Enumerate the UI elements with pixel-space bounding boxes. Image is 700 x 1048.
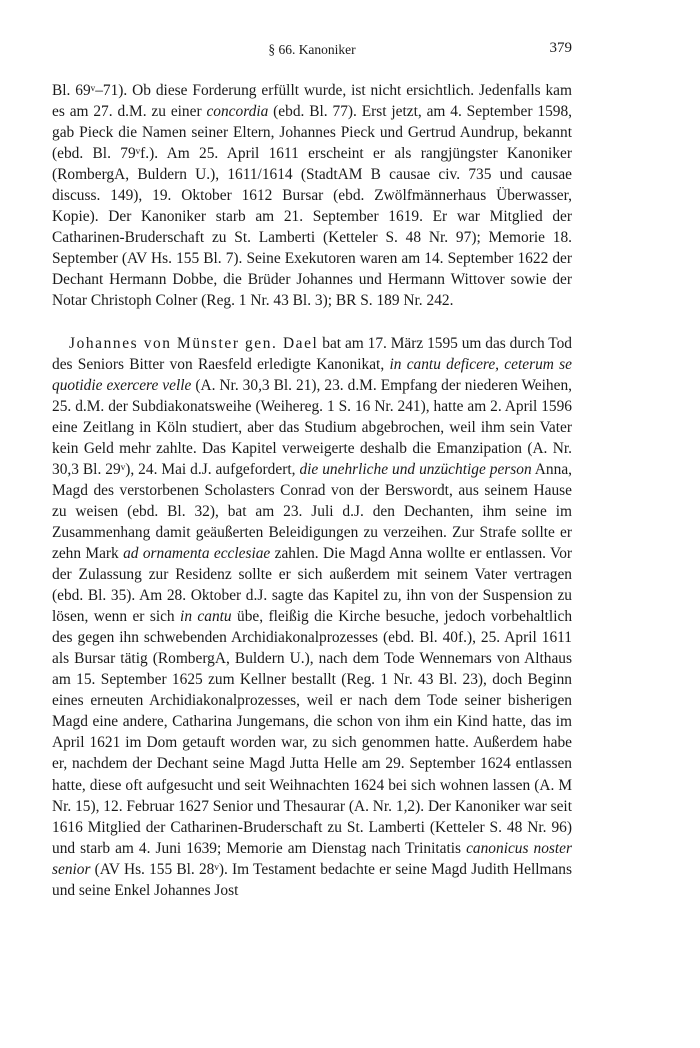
text-segment: übe, fleißig die Kirche besuche, jedoch vorbehaltlich des gegen ihn schwebenden Archidiakonalprozesses (ebd. Bl. 40f.), 25. April 1611 als Bursar tätig (RombergA, Buldern U.), nach dem Tode Wennemars von Althaus am 15. September 1625 zum Kellner bestallt (Reg. 1 Nr. 43 Bl. 23), doch Beginn eines erneuten Archidiakonalprozesses, weil er nach dem Tode seiner bisherigen Magd eine andere, Catharina Jungemans, die schon von ihm ein Kind hatte, das im April 1621 im Dom getauft worden war, zu sich genommen hatte. Außerdem habe er, nachdem der Dechant seine Magd Jutta Helle am 29. September 1624 entlassen hatte, diese oft aufgesucht und seit Weihnachten 1624 bei sich wohnen lassen (A. M Nr. 15), 12. Februar 1627 Senior und Thesaurar (A. Nr. 1,2). Der Kanoniker war seit 1616 Mitglied der Catharinen-Bruderschaft zu St. Lamberti (Ketteler S. 48 Nr. 96) und starb am 4. Juni 1639; Memorie am Dienstag nach Trinitatis <box>52 608 573 857</box>
latin-phrase: ad ornamenta ecclesiae <box>123 544 271 562</box>
latin-phrase: canonicus noster senior <box>52 839 572 878</box>
paragraph-pieck-continued <box>52 80 572 312</box>
latin-phrase: in cantu deficere, ceterum se quotidie exercere velle <box>52 355 572 394</box>
body-text <box>52 80 572 901</box>
text-segment: bat am 17. März 1595 um das durch Tod des Seniors Bitter von Raesfeld erledigte Kanonikat, <box>52 334 572 373</box>
text-segment: Bl. 69ᵛ–71). Ob diese Forderung erfüllt wurde, ist nicht ersichtlich. Jedenfalls kam es am 27. d.M. zu einer <box>52 82 572 121</box>
paragraph-johannes-von-muenster <box>52 333 572 901</box>
page-header <box>52 40 572 60</box>
latin-phrase: in cantu <box>180 608 232 626</box>
text-segment: zahlen. Die Magd Anna wollte er entlassen. Vor der Zulassung zur Residenz sollte er sich außerdem mit seinem Vater vertragen (ebd. Bl. 35). Am 28. Oktober d.J. sagte das Kapitel zu, ihn von der Suspension zu lösen, wenn er sich <box>52 544 573 626</box>
running-head: § 66. Kanoniker <box>268 42 356 57</box>
page-number: 379 <box>549 40 572 56</box>
text-segment: Anna, Magd des verstorbenen Scholasters Conrad von der Berswordt, aus seinem Hause zu weisen (ebd. Bl. 32), bat am 23. Juli d.J. den Dechanten, ihm seine im Zusammenhang damit geäußerten Beleidigungen zu verzeihen. Zur Strafe sollte er zehn Mark <box>52 460 572 562</box>
person-name: Johannes von Münster gen. Dael <box>69 334 319 352</box>
quoted-phrase: die unehrliche und unzüchtige person <box>299 460 532 478</box>
text-segment: (A. Nr. 30,3 Bl. 21), 23. d.M. Empfang der niederen Weihen, 25. d.M. der Subdiakonatsweihe (Weihereg. 1 S. 16 Nr. 241), hatte am 2. April 1596 eine Zeitlang in Köln studiert, aber das Studium abgebrochen, weil ihm sein Vater kein Geld mehr zahlte. Das Kapitel verweigerte deshalb die Emanzipation (A. Nr. 30,3 Bl. 29ᵛ), 24. Mai d.J. aufgefordert, <box>52 376 572 478</box>
latin-phrase: concordia <box>206 103 269 121</box>
text-segment: (ebd. Bl. 77). Erst jetzt, am 4. September 1598, gab Pieck die Namen seiner Eltern, Johannes Pieck und Gertrud Aundrup, bekannt (ebd. Bl. 79ᵛf.). Am 25. April 1611 erscheint er als rangjüngster Kanoniker (RombergA, Buldern U.), 1611/1614 (StadtAM B causae civ. 735 und causae discuss. 149), 19. Oktober 1612 Bursar (ebd. Zwölfmännerhaus Überwasser, Kopie). Der Kanoniker starb am 21. September 1619. Er war Mitglied der Catharinen-Bruderschaft zu St. Lamberti (Ketteler S. 48 Nr. 97); Memorie 18. September (AV Hs. 155 Bl. 7). Seine Exekutoren waren am 14. September 1622 der Dechant Hermann Dobbe, die Brüder Johannes und Hermann Wittover sowie der Notar Christoph Colner (Reg. 1 Nr. 43 Bl. 3); BR S. 189 Nr. 242. <box>52 103 572 310</box>
text-segment: (AV Hs. 155 Bl. 28ᵛ). Im Testament bedachte er seine Magd Judith Hellmans und seine Enkel Johannes Jost <box>52 860 572 899</box>
